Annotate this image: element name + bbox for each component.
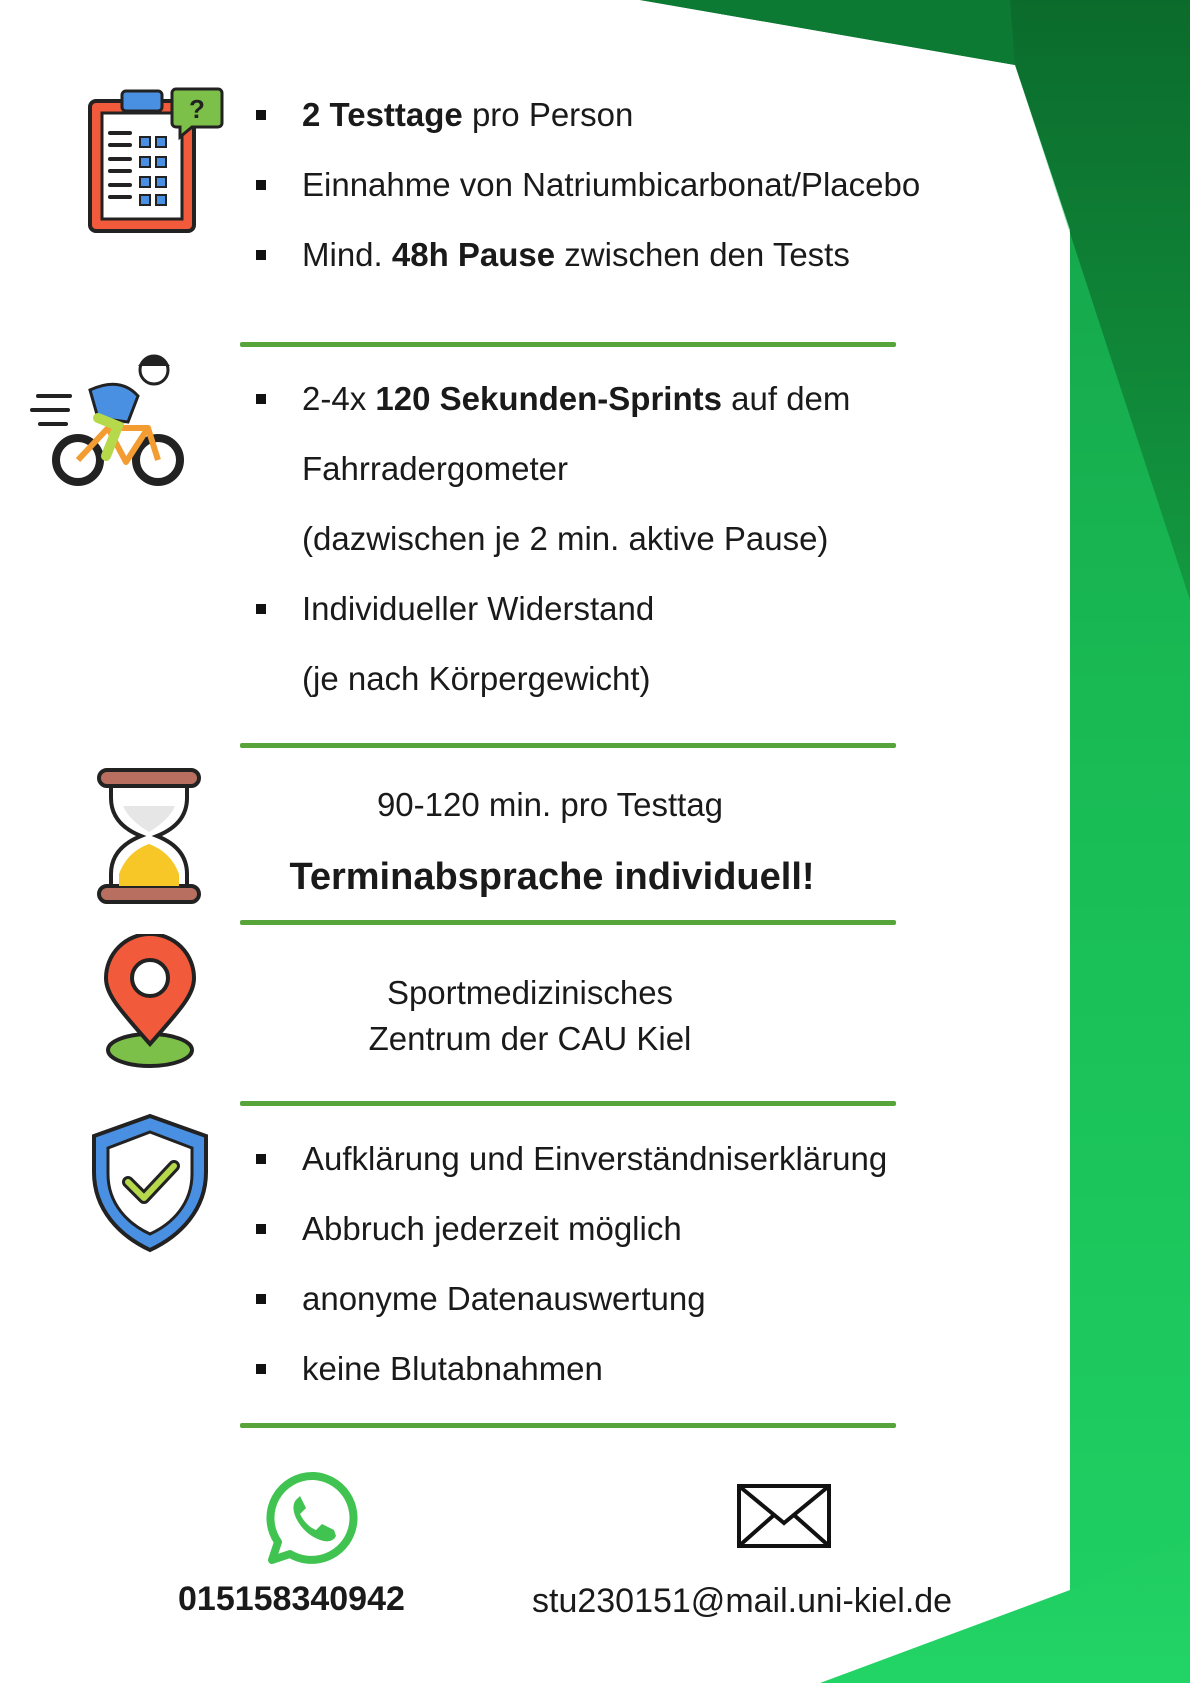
envelope-icon[interactable] [736, 1483, 832, 1549]
bullet [256, 180, 266, 190]
duration-text: 90-120 min. pro Testtag [376, 786, 724, 823]
svg-text:?: ? [189, 94, 205, 124]
bullet [256, 1224, 266, 1234]
whatsapp-icon[interactable] [266, 1470, 362, 1566]
list-item-continuation: (je nach Körpergewicht) [302, 660, 651, 697]
appointment-text: Terminabsprache individuell! [289, 856, 815, 898]
location-line-2: Zentrum der CAU Kiel [368, 1020, 692, 1057]
bullet [256, 250, 266, 260]
location-line-1: Sportmedizinisches [386, 974, 674, 1011]
location-text [340, 970, 720, 1062]
bullet [256, 1294, 266, 1304]
bullet [256, 110, 266, 120]
cyclist-icon [30, 352, 190, 492]
section-divider [240, 1101, 896, 1106]
bullet [256, 394, 266, 404]
list-item: Mind. 48h Pause zwischen den Tests [252, 237, 920, 272]
list-item-continuation: (dazwischen je 2 min. aktive Pause) [302, 520, 829, 557]
list-item-continuation: Fahrradergometer [302, 450, 568, 487]
clipboard-questionnaire-icon [86, 85, 226, 237]
section-divider [240, 743, 896, 748]
hourglass-icon [95, 766, 205, 906]
list-item: Abbruch jederzeit möglich [252, 1211, 887, 1246]
test-info-list [252, 97, 920, 307]
bullet [256, 604, 266, 614]
email-address[interactable]: stu230151@mail.uni-kiel.de [532, 1582, 953, 1620]
list-item: Einnahme von Natriumbicarbonat/Placebo [252, 167, 920, 202]
ethics-list [252, 1141, 887, 1421]
list-item: keine Blutabnahmen [252, 1351, 887, 1386]
list-item: Aufklärung und Einverständniserklärung [252, 1141, 887, 1176]
section-divider [240, 342, 896, 347]
list-item: Individueller Widerstand (je nach Körpergewicht) [252, 591, 850, 696]
bullet [256, 1364, 266, 1374]
section-divider [240, 1423, 896, 1428]
test-procedure-list [252, 381, 850, 731]
location-pin-icon [100, 934, 200, 1070]
bullet [256, 1154, 266, 1164]
shield-check-icon [88, 1112, 212, 1254]
section-divider [240, 920, 896, 925]
list-item: 2-4x 120 Sekunden-Sprints auf dem Fahrradergometer (dazwischen je 2 min. aktive Pause) [252, 381, 850, 556]
list-item: 2 Testtage pro Person [252, 97, 920, 132]
phone-number[interactable]: 015158340942 [178, 1580, 405, 1618]
list-item: anonyme Datenauswertung [252, 1281, 887, 1316]
